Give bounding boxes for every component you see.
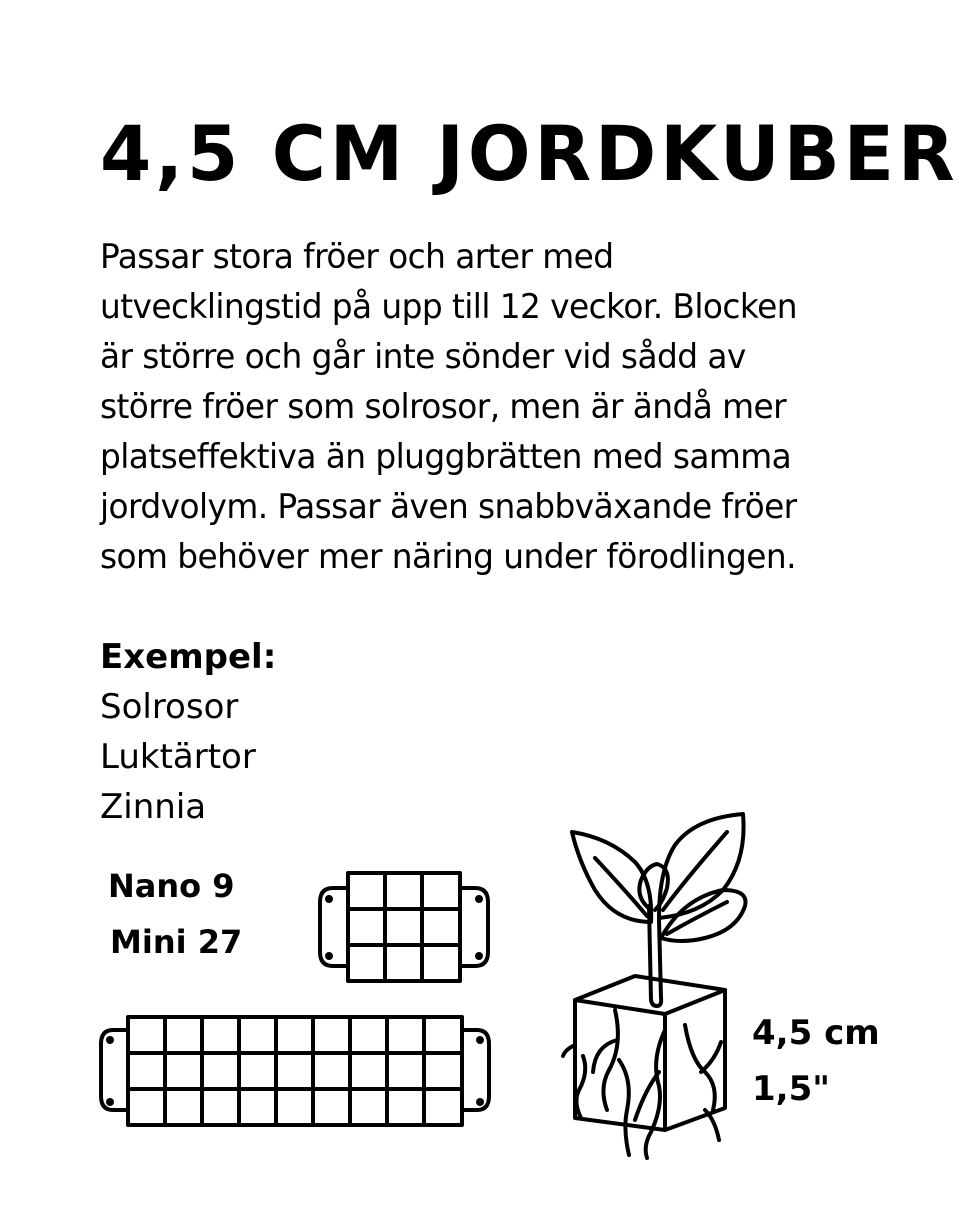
description — [100, 232, 901, 582]
example-item: Zinnia — [100, 787, 207, 827]
tray-mini-label: Mini 27 — [110, 923, 243, 961]
tray-mini-icon — [97, 1012, 497, 1132]
tray-nano-label: Nano 9 — [108, 867, 235, 905]
examples-heading: Exempel: — [100, 637, 277, 677]
tray-nano-icon — [315, 868, 495, 988]
cube-size-in: 1,5" — [752, 1069, 830, 1109]
cube-size-cm: 4,5 cm — [752, 1013, 880, 1053]
description-line: större fröer som solrosor, men är ändå mer — [100, 387, 787, 427]
example-item: Solrosor — [100, 687, 239, 727]
example-item: Luktärtor — [100, 737, 256, 777]
description-line: som behöver mer näring under förodlingen. — [100, 537, 796, 577]
description-line: jordvolym. Passar även snabbväxande fröer — [100, 487, 797, 527]
seedling-cube-icon — [555, 810, 755, 1160]
description-line: Passar stora fröer och arter med — [100, 237, 614, 277]
description-line: utvecklingstid på upp till 12 veckor. Blocken — [100, 287, 797, 327]
examples-list — [100, 682, 256, 832]
description-line: platseffektiva än pluggbrätten med samma — [100, 437, 792, 477]
description-line: är större och går inte sönder vid sådd av — [100, 337, 746, 377]
page-title: 4,5 CM JORDKUBER — [100, 109, 959, 198]
